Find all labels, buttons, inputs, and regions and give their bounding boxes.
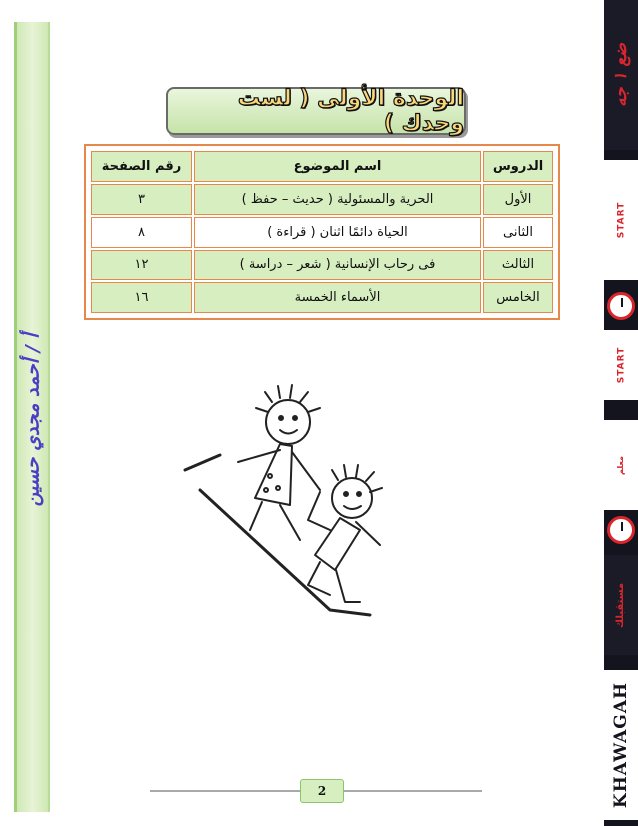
right-strip-block-2: START [604,330,638,400]
two-children-drawing-icon [180,380,420,640]
cell-lesson: الثالث [483,250,553,281]
author-credit [14,300,50,540]
table-row [91,250,553,281]
cell-page: ١٦ [91,282,192,313]
right-strip-block-4: مستقبلك [604,555,638,655]
table-row [91,217,553,248]
cell-lesson: الثانى [483,217,553,248]
toc-table [89,149,555,315]
brand-logo: KHAWAGAH [604,670,638,820]
cell-topic: الأسماء الخمسة [194,282,481,313]
clock-icon [607,292,635,320]
cell-topic: الحرية والمسئولية ( حديث – حفظ ) [194,184,481,215]
toc-header-row [91,151,553,182]
right-strip-block-3: معلم [604,420,638,510]
table-row [91,184,553,215]
header-topic: اسم الموضوع [194,151,481,182]
right-strip-heading: ضع ١ جه [604,0,638,150]
table-of-contents [84,144,560,320]
right-decorative-strip [604,0,638,826]
author-name: أ / أحمد مجدي حسين [21,333,43,507]
cell-lesson: الأول [483,184,553,215]
header-page: رقم الصفحة [91,151,192,182]
right-strip-block-1: START [604,160,638,280]
cell-lesson: الخامس [483,282,553,313]
cell-topic: الحياة دائمًا اثنان ( قراءة ) [194,217,481,248]
cell-page: ٣ [91,184,192,215]
page-number: 2 [300,779,344,803]
cell-page: ٨ [91,217,192,248]
clock-icon [607,516,635,544]
cell-page: ١٢ [91,250,192,281]
table-row [91,282,553,313]
cell-topic: فى رحاب الإنسانية ( شعر – دراسة ) [194,250,481,281]
unit-title-banner [166,87,466,135]
unit-title: الوحدة الأولى ( لست وحدك ) [237,86,464,136]
header-lesson: الدروس [483,151,553,182]
